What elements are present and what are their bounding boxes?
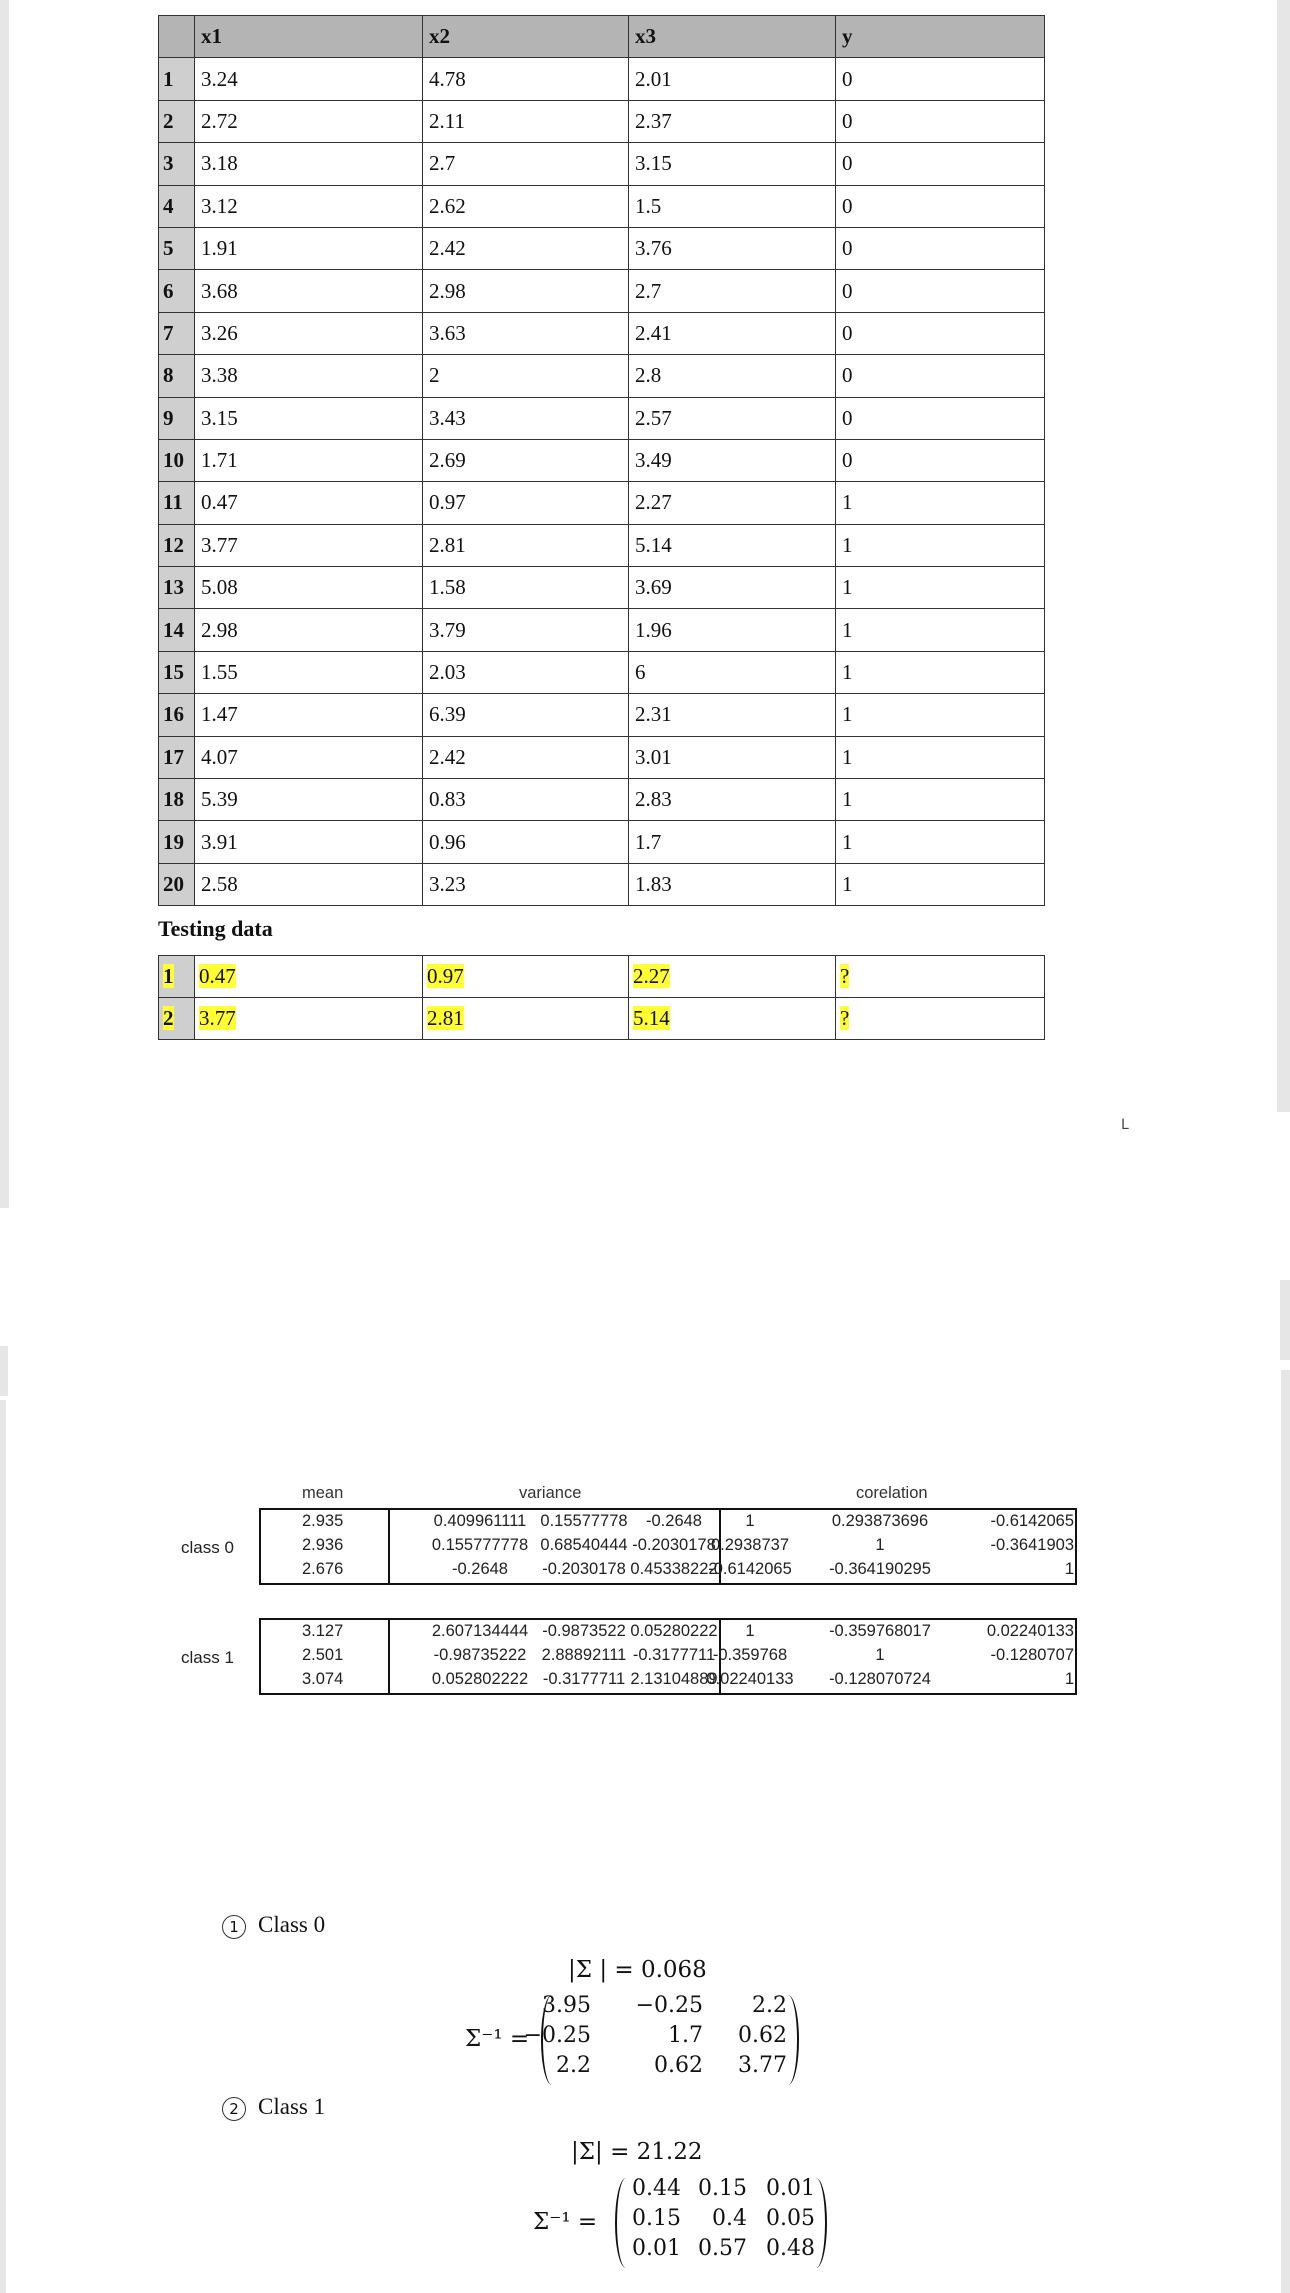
cell: 0	[836, 397, 1045, 439]
cell: 2.7	[423, 143, 629, 185]
variance-value: -0.2648	[646, 1512, 702, 1530]
cell: 1.58	[423, 567, 629, 609]
cell: 5.08	[195, 567, 423, 609]
row-index: 13	[159, 567, 195, 609]
class0-section-label: 1 Class 0	[222, 1912, 325, 1939]
row-index: 9	[159, 397, 195, 439]
cell: 2.11	[423, 100, 629, 142]
cell	[195, 956, 423, 998]
variance-value: 0.409961111	[433, 1512, 527, 1530]
header-x2: x2	[423, 16, 629, 58]
cell: 3.49	[629, 439, 836, 481]
mean-header: mean	[302, 1484, 344, 1502]
variance-value: 2.13104889	[630, 1670, 718, 1688]
highlighted-value: 2.27	[633, 964, 670, 988]
cell: 0	[836, 58, 1045, 100]
mean-value: 2.676	[302, 1560, 344, 1578]
cell	[423, 998, 629, 1040]
cell: 1	[836, 651, 1045, 693]
cell: 0.97	[423, 482, 629, 524]
cell: 3.43	[423, 397, 629, 439]
matrix-entry: 0.62	[738, 2023, 787, 2048]
cell: 2.58	[195, 863, 423, 905]
table-row	[159, 694, 1045, 736]
variance-value: -0.2030178	[542, 1560, 626, 1578]
variance-value: 0.052802222	[431, 1670, 529, 1688]
class0-inverse-label: Σ⁻¹ =	[465, 2026, 530, 2052]
table-row	[159, 227, 1045, 269]
matrix-entry: −0.25	[635, 1993, 703, 2018]
matrix-entry: 2.2	[752, 1993, 787, 2018]
cell: 2.01	[629, 58, 836, 100]
cell: 1.91	[195, 227, 423, 269]
row-index: 1	[159, 58, 195, 100]
circle-number-2: 2	[222, 2097, 246, 2121]
matrix-entry: 0.48	[766, 2236, 815, 2261]
variance-value: -0.98735222	[433, 1646, 527, 1664]
correlation-value: 0.2938737	[711, 1536, 789, 1554]
table-row	[159, 397, 1045, 439]
cell: 3.38	[195, 355, 423, 397]
cell	[629, 956, 836, 998]
highlighted-value: 2.81	[427, 1006, 464, 1030]
cell	[836, 998, 1045, 1040]
cell: 6.39	[423, 694, 629, 736]
variance-value: 2.88892111	[541, 1646, 627, 1664]
cell: 3.18	[195, 143, 423, 185]
row-index: 7	[159, 312, 195, 354]
matrix-entry: 3.77	[738, 2053, 787, 2078]
matrix-entry: −0.25	[523, 2023, 591, 2048]
cell: 3.23	[423, 863, 629, 905]
cell: 0	[836, 270, 1045, 312]
highlighted-value: 5.14	[633, 1006, 670, 1030]
table-row	[159, 567, 1045, 609]
cell: 1.96	[629, 609, 836, 651]
cell: 0.96	[423, 821, 629, 863]
circle-number-1: 1	[222, 1915, 246, 1939]
variance-header: variance	[519, 1484, 582, 1502]
cell: 5.39	[195, 779, 423, 821]
cell: 2.57	[629, 397, 836, 439]
testing-data-title: Testing data	[158, 916, 273, 941]
header-x3: x3	[629, 16, 836, 58]
cell: 2.62	[423, 185, 629, 227]
correlation-value: 1	[745, 1622, 755, 1640]
cell: 2.81	[423, 524, 629, 566]
table-row	[159, 270, 1045, 312]
table-row	[159, 736, 1045, 778]
mean-value: 3.127	[302, 1622, 344, 1640]
stray-mark: L	[1121, 1117, 1129, 1133]
row-index: 5	[159, 227, 195, 269]
correlation-value: 0.02240133	[706, 1670, 794, 1688]
cell: 2.72	[195, 100, 423, 142]
cell: 0	[836, 100, 1045, 142]
cell: 3.12	[195, 185, 423, 227]
class0-determinant: |Σ | = 0.068	[568, 1957, 707, 1983]
table-row	[159, 312, 1045, 354]
header-x1: x1	[195, 16, 423, 58]
matrix-entry: 3.95	[542, 1993, 591, 2018]
class0-inverse-matrix	[523, 1993, 799, 2085]
correlation-value: 1	[1064, 1670, 1074, 1688]
table-row	[159, 58, 1045, 100]
cell: 0.47	[195, 482, 423, 524]
row-index: 10	[159, 439, 195, 481]
highlighted-value: ?	[840, 964, 850, 988]
test-row	[159, 956, 1045, 998]
row-index: 17	[159, 736, 195, 778]
cell: 4.07	[195, 736, 423, 778]
cell: 3.26	[195, 312, 423, 354]
row-index: 8	[159, 355, 195, 397]
matrix-entry: 0.44	[632, 2176, 681, 2201]
table-row	[159, 143, 1045, 185]
variance-value: -0.2030178	[632, 1536, 716, 1554]
highlighted-value: 3.77	[199, 1006, 236, 1030]
cell: 2.7	[629, 270, 836, 312]
table-row	[159, 779, 1045, 821]
class1-section-label: 2 Class 1	[222, 2094, 325, 2121]
mean-value: 2.936	[302, 1536, 344, 1554]
cell: 2.8	[629, 355, 836, 397]
cell: 6	[629, 651, 836, 693]
variance-value: 0.155777778	[431, 1536, 529, 1554]
highlighted-value: 0.47	[199, 964, 236, 988]
row-index: 14	[159, 609, 195, 651]
cell: 1	[836, 779, 1045, 821]
cell: 1.47	[195, 694, 423, 736]
matrix-entry: 0.4	[712, 2206, 747, 2231]
variance-value: 0.68540444	[540, 1536, 628, 1554]
mean-value: 2.935	[302, 1512, 344, 1530]
correlation-header: corelation	[856, 1484, 928, 1502]
scan-edge-left-top	[0, 0, 9, 1208]
cell: 3.01	[629, 736, 836, 778]
cell: 3.69	[629, 567, 836, 609]
scan-edge-right-low	[1281, 1370, 1290, 2293]
correlation-value: -0.359768017	[829, 1622, 931, 1640]
cell: 2.83	[629, 779, 836, 821]
row-index: 6	[159, 270, 195, 312]
cell: 1	[836, 736, 1045, 778]
table-row	[159, 100, 1045, 142]
correlation-value: 1	[745, 1512, 755, 1530]
matrix-entry: 0.01	[632, 2236, 681, 2261]
cell	[195, 998, 423, 1040]
cell: 1	[836, 863, 1045, 905]
cell: 2	[423, 355, 629, 397]
cell: 0	[836, 312, 1045, 354]
row-index: 19	[159, 821, 195, 863]
correlation-value: 1	[875, 1536, 885, 1554]
variance-value: -0.2648	[452, 1560, 508, 1578]
scan-edge-left-low	[0, 1400, 6, 2293]
matrix-entry: 1.7	[668, 2023, 703, 2048]
cell: 0	[836, 355, 1045, 397]
highlighted-value: 0.97	[427, 964, 464, 988]
row-index: 12	[159, 524, 195, 566]
cell	[629, 998, 836, 1040]
cell: 1.7	[629, 821, 836, 863]
cell: 2.03	[423, 651, 629, 693]
correlation-value: -0.3641903	[990, 1536, 1074, 1554]
highlighted-value: 1	[163, 964, 174, 988]
table-row	[159, 863, 1045, 905]
cell: 1	[836, 821, 1045, 863]
row-index: 3	[159, 143, 195, 185]
correlation-value: 1	[875, 1646, 885, 1664]
variance-value: 0.45338222	[630, 1560, 718, 1578]
correlation-value: -0.6142065	[990, 1512, 1074, 1530]
correlation-value: 0.02240133	[986, 1622, 1074, 1640]
cell	[836, 956, 1045, 998]
cell: 3.15	[629, 143, 836, 185]
matrix-entry: 0.15	[632, 2206, 681, 2231]
class0-label: class 0	[181, 1538, 234, 1557]
cell: 1	[836, 524, 1045, 566]
table-row	[159, 821, 1045, 863]
correlation-value: -0.364190295	[829, 1560, 931, 1578]
table-row	[159, 355, 1045, 397]
cell: 3.24	[195, 58, 423, 100]
header-index	[159, 16, 195, 58]
table-row	[159, 524, 1045, 566]
variance-value: -0.3177711	[542, 1670, 626, 1688]
table-row	[159, 185, 1045, 227]
row-index	[159, 956, 195, 998]
variance-value: -0.3177711	[632, 1646, 716, 1664]
variance-value: -0.9873522	[542, 1622, 626, 1640]
class1-determinant: |Σ| = 21.22	[571, 2139, 703, 2165]
scan-edge-left-mid	[0, 1346, 8, 1396]
class1-inverse-matrix	[615, 2178, 827, 2268]
row-index: 11	[159, 482, 195, 524]
cell: 5.14	[629, 524, 836, 566]
cell: 2.41	[629, 312, 836, 354]
cell: 4.78	[423, 58, 629, 100]
cell: 3.79	[423, 609, 629, 651]
matrix-entry: 0.62	[654, 2053, 703, 2078]
row-index	[159, 998, 195, 1040]
cell: 2.37	[629, 100, 836, 142]
cell: 3.77	[195, 524, 423, 566]
table-row	[159, 609, 1045, 651]
class1-inverse-label: Σ⁻¹ =	[533, 2209, 598, 2235]
cell: 1.5	[629, 185, 836, 227]
cell: 2.42	[423, 736, 629, 778]
scan-edge-right-mid	[1280, 1280, 1290, 1360]
cell: 2.42	[423, 227, 629, 269]
row-index: 16	[159, 694, 195, 736]
cell: 2.31	[629, 694, 836, 736]
table-row	[159, 651, 1045, 693]
cell	[423, 956, 629, 998]
mean-value: 2.501	[302, 1646, 344, 1664]
header-y: y	[836, 16, 1045, 58]
highlighted-value: 2	[163, 1006, 174, 1030]
scan-edge-right-top	[1277, 0, 1290, 1112]
cell: 2.27	[629, 482, 836, 524]
variance-value: 2.607134444	[431, 1622, 529, 1640]
table-row	[159, 482, 1045, 524]
cell: 0.83	[423, 779, 629, 821]
test-row	[159, 998, 1045, 1040]
cell: 1	[836, 694, 1045, 736]
cell: 3.63	[423, 312, 629, 354]
cell: 0	[836, 439, 1045, 481]
cell: 2.98	[423, 270, 629, 312]
highlighted-value: ?	[840, 1006, 850, 1030]
mean-value: 3.074	[302, 1670, 344, 1688]
cell: 1	[836, 609, 1045, 651]
testing-data-table	[158, 955, 1045, 1040]
cell: 2.69	[423, 439, 629, 481]
row-index: 2	[159, 100, 195, 142]
correlation-value: 0.293873696	[831, 1512, 929, 1530]
cell: 1.55	[195, 651, 423, 693]
cell: 1	[836, 567, 1045, 609]
row-index: 20	[159, 863, 195, 905]
correlation-value: -0.1280707	[990, 1646, 1074, 1664]
table-header-row	[159, 16, 1045, 58]
matrix-entry: 0.05	[766, 2206, 815, 2231]
matrix-entry: 0.01	[766, 2176, 815, 2201]
cell: 1	[836, 482, 1045, 524]
cell: 3.91	[195, 821, 423, 863]
variance-value: 0.05280222	[630, 1622, 718, 1640]
variance-value: 0.15577778	[540, 1512, 628, 1530]
cell: 0	[836, 227, 1045, 269]
cell: 3.76	[629, 227, 836, 269]
row-index: 4	[159, 185, 195, 227]
row-index: 18	[159, 779, 195, 821]
cell: 2.98	[195, 609, 423, 651]
correlation-value: -0.6142065	[708, 1560, 792, 1578]
matrix-entry: 0.15	[698, 2176, 747, 2201]
correlation-value: -0.128070724	[829, 1670, 931, 1688]
table-row	[159, 439, 1045, 481]
training-data-table	[158, 15, 1045, 906]
cell: 0	[836, 143, 1045, 185]
matrix-entry: 0.57	[698, 2236, 747, 2261]
cell: 3.68	[195, 270, 423, 312]
row-index: 15	[159, 651, 195, 693]
cell: 0	[836, 185, 1045, 227]
cell: 3.15	[195, 397, 423, 439]
cell: 1.71	[195, 439, 423, 481]
matrix-entry: 2.2	[556, 2053, 591, 2078]
correlation-value: 1	[1064, 1560, 1074, 1578]
correlation-value: -0.359768	[712, 1646, 788, 1664]
class1-label: class 1	[181, 1648, 234, 1667]
cell: 1.83	[629, 863, 836, 905]
